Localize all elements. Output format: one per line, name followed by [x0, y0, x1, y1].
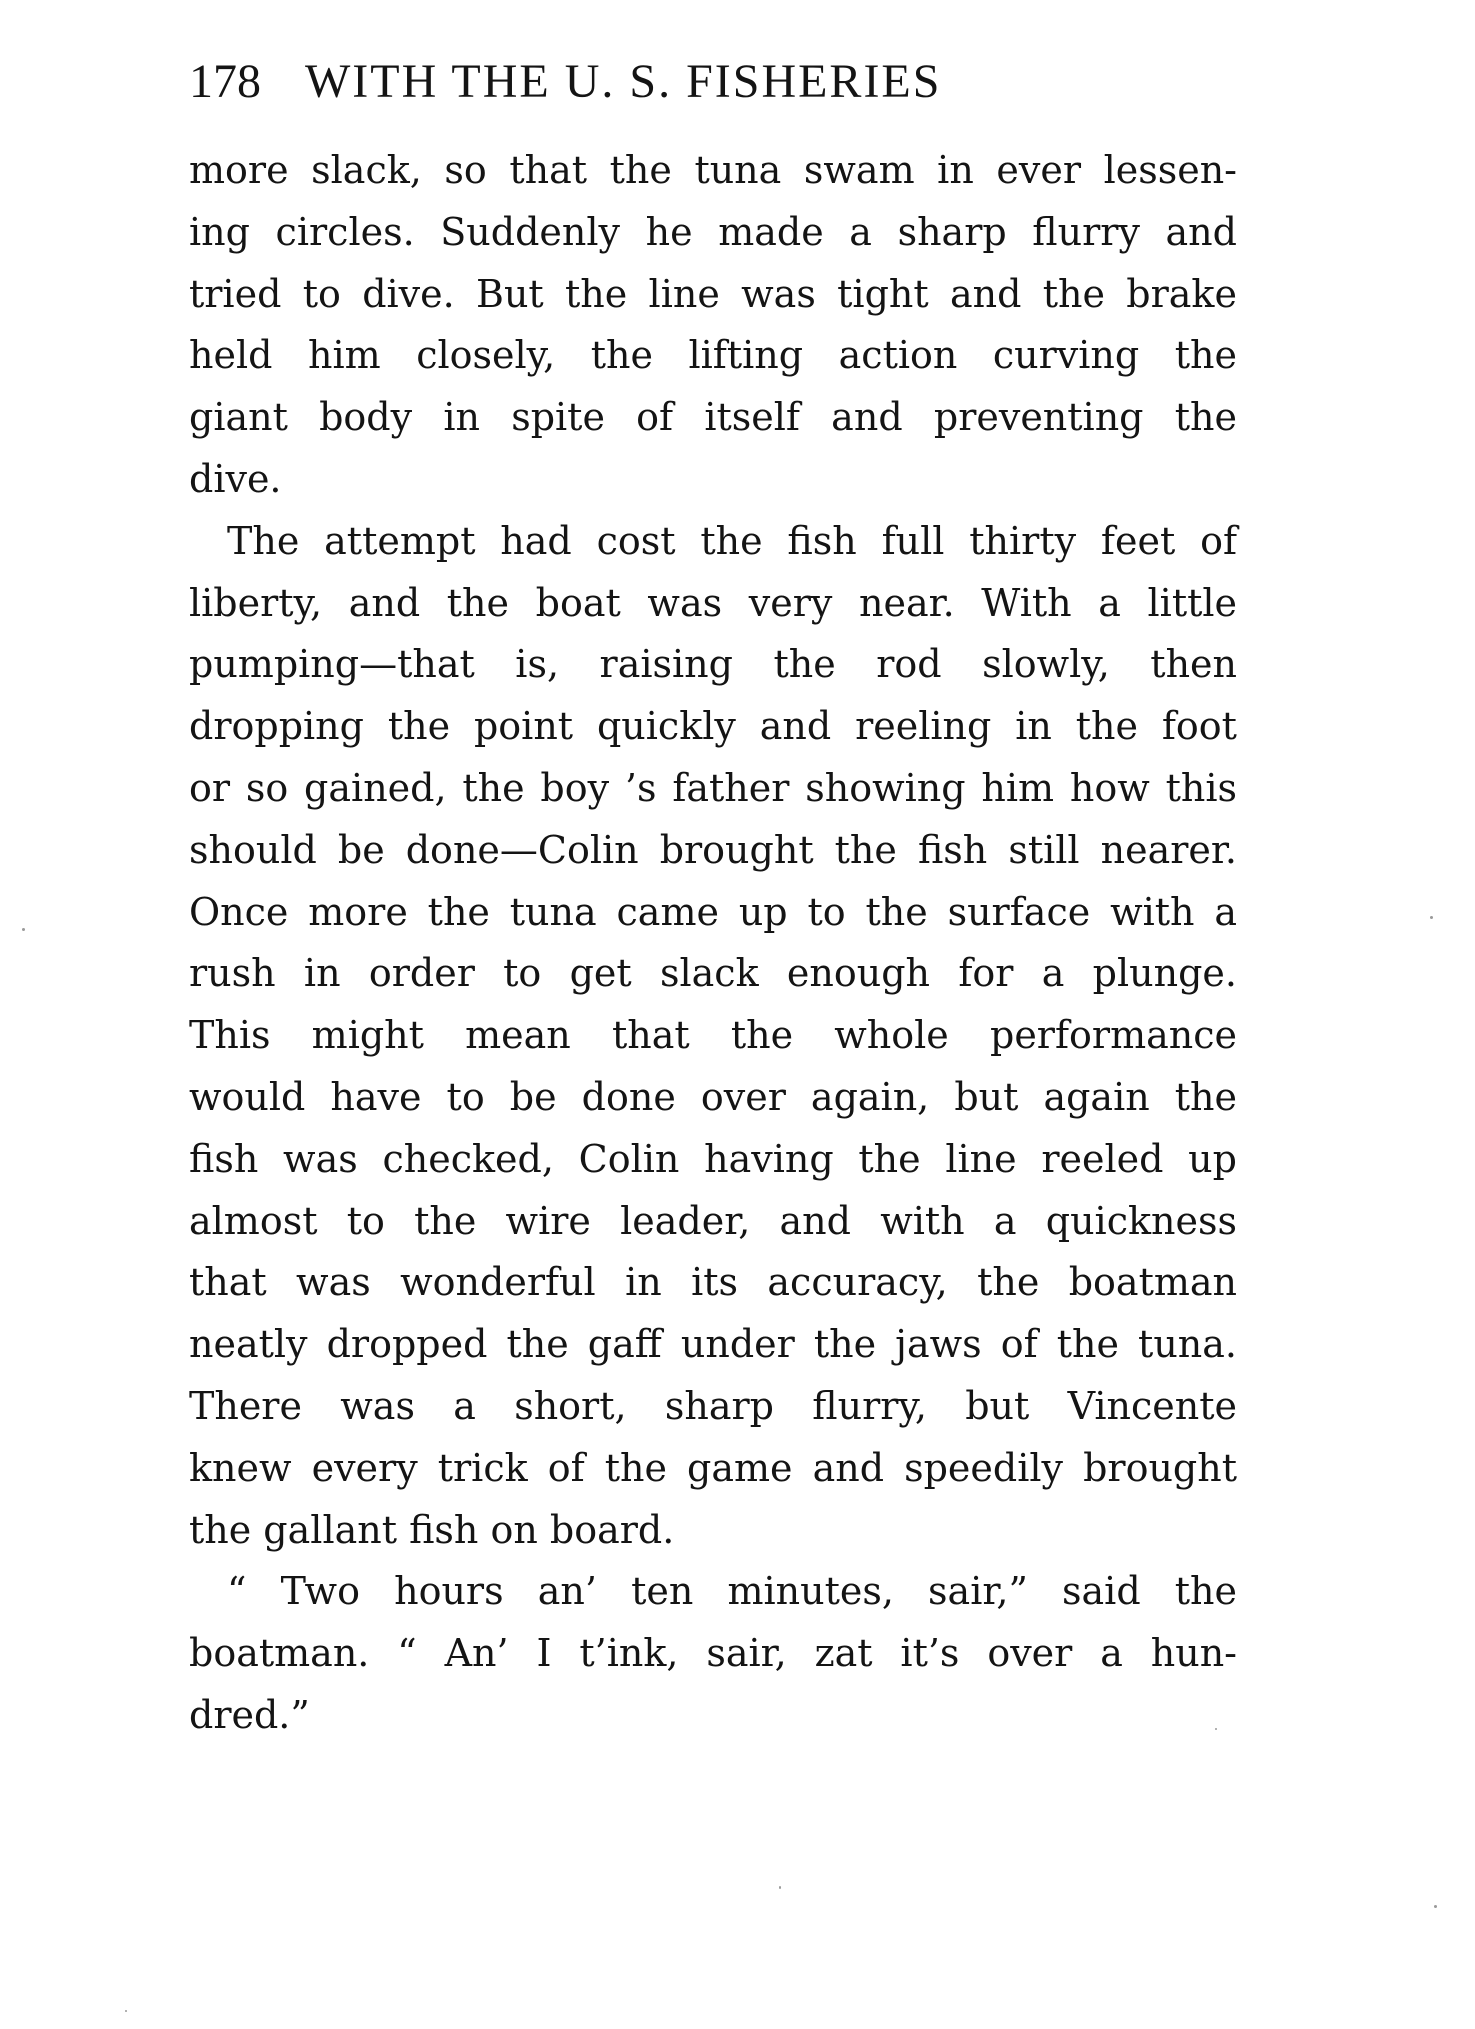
text-line: boatman. “ An’ I t’ink, sair, zat it’s over a hun-	[189, 1631, 1238, 1676]
text-line: would have to be done over again, but again the	[189, 1074, 1238, 1119]
text-line: that was wonderful in its accuracy, the boatman	[189, 1260, 1237, 1305]
scan-speck	[22, 928, 25, 931]
text-line: neatly dropped the gaff under the jaws of the tuna.	[189, 1322, 1238, 1367]
paragraph	[189, 511, 1239, 1562]
text-line: The attempt had cost the fish full thirty feet of	[227, 518, 1238, 563]
text-line: This might mean that the whole performance	[189, 1013, 1238, 1058]
paragraph	[189, 1561, 1239, 1746]
text-line: should be done—Colin brought the fish still nearer.	[189, 827, 1237, 872]
text-line: rush in order to get slack enough for a plunge.	[189, 951, 1237, 996]
running-head	[189, 52, 1249, 112]
text-line: dropping the point quickly and reeling in the foot	[189, 704, 1237, 749]
text-line: pumping—that is, raising the rod slowly, then	[189, 642, 1238, 687]
text-line: ing circles. Suddenly he made a sharp flurry and	[189, 209, 1237, 254]
text-line: dive.	[189, 456, 282, 501]
text-line: dred.”	[189, 1692, 310, 1737]
text-line: almost to the wire leader, and with a quickness	[189, 1198, 1237, 1243]
text-line: There was a short, sharp flurry, but Vincente	[189, 1383, 1238, 1428]
text-line: fish was checked, Colin having the line reeled up	[189, 1136, 1237, 1181]
text-line: held him closely, the lifting action curving the	[189, 333, 1238, 378]
scan-speck	[125, 2010, 127, 2012]
scan-speck	[1434, 1905, 1437, 1908]
text-line: or so gained, the boy ’s father showing him how this	[189, 765, 1237, 810]
text-line: the gallant fish on board.	[189, 1507, 675, 1552]
scan-speck	[779, 1886, 781, 1889]
page-number: 178	[189, 55, 261, 108]
body-text	[189, 140, 1239, 1747]
scan-speck	[1215, 1728, 1217, 1730]
text-line: “ Two hours an’ ten minutes, sair,” said the	[227, 1569, 1238, 1614]
text-line: more slack, so that the tuna swam in ever lessen-	[189, 148, 1238, 192]
text-line: liberty, and the boat was very near. With a little	[189, 580, 1238, 625]
text-line: Once more the tuna came up to the surface with a	[189, 889, 1238, 934]
text-line: tried to dive. But the line was tight and the brake	[189, 271, 1237, 316]
text-line: giant body in spite of itself and preventing the	[189, 395, 1237, 440]
text-line: knew every trick of the game and speedily brought	[189, 1445, 1237, 1490]
scan-speck	[1430, 916, 1433, 919]
paragraph	[189, 140, 1239, 511]
running-title: WITH THE U. S. FISHERIES	[305, 55, 942, 108]
